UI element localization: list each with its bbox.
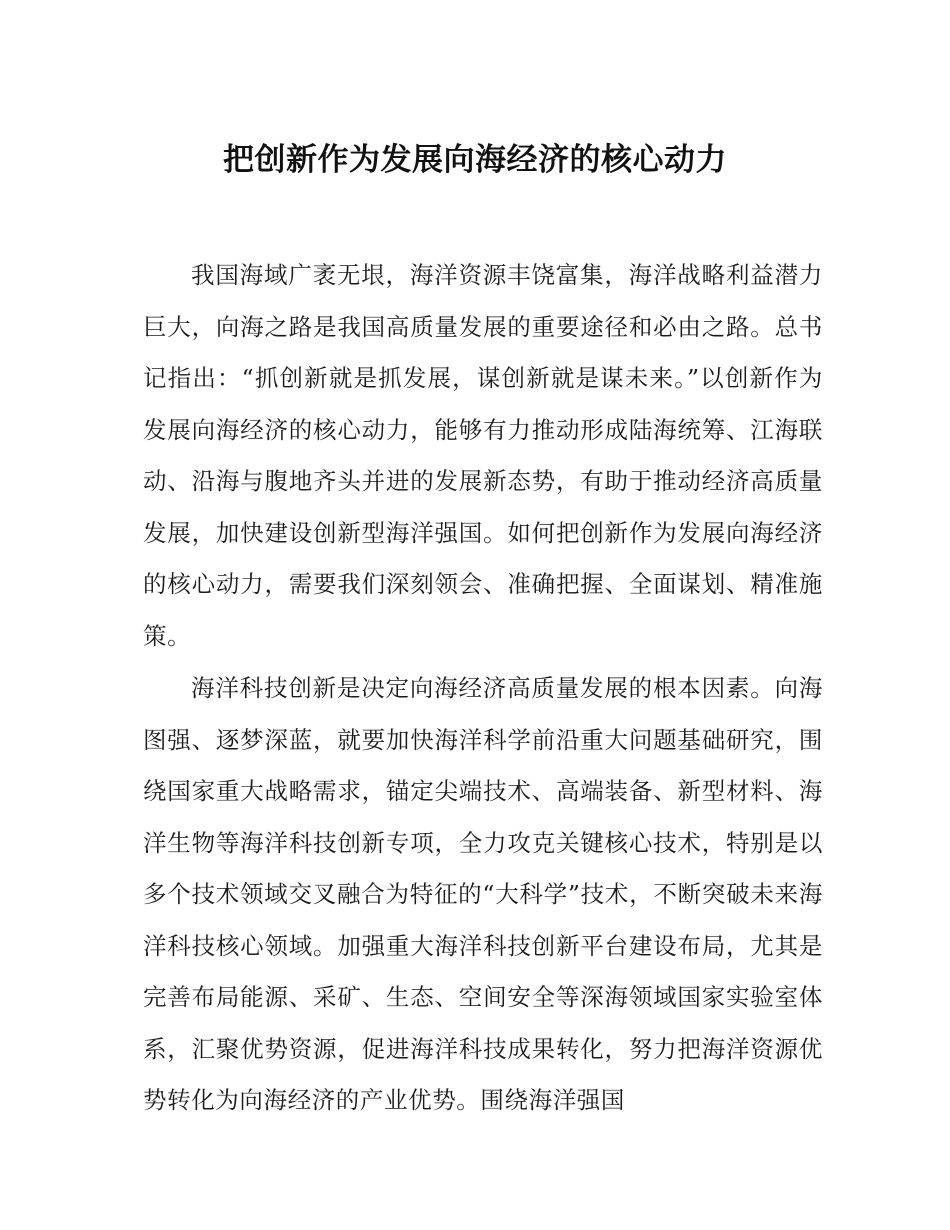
paragraph-marine-tech: 海洋科技创新是决定向海经济高质量发展的根本因素。向海图强、逐梦深蓝，就要加快海洋科学前沿重大问题基础研究，围绕国家重大战略需求，锚定尖端技术、高端装备、新型材料、海洋生物等海洋科技创新专项，全力攻克关键核心技术，特别是以多个技术领域交叉融合为特征的“大科学”技术，不断突破未来海洋科技核心领域。加强重大海洋科技创新平台建设布局，尤其是完善布局能源、采矿、生态、空间安全等深海领域国家实验室体系，汇聚优势资源，促进海洋科技成果转化，努力把海洋资源优势转化为向海经济的产业优势。围绕海洋强国 <box>143 674 823 1114</box>
document-title: 把创新作为发展向海经济的核心动力 <box>223 141 727 178</box>
paragraph-intro: 我国海域广袤无垠，海洋资源丰饶富集，海洋战略利益潜力巨大，向海之路是我国高质量发展的重要途径和必由之路。总书记指出：“抓创新就是抓发展，谋创新就是谋未来。”以创新作为发展向海经济的核心动力，能够有力推动形成陆海统筹、江海联动、沿海与腹地齐头并进的发展新态势，有助于推动经济高质量发展，加快建设创新型海洋强国。如何把创新作为发展向海经济的核心动力，需要我们深刻领会、准确把握、全面谋划、精准施策。 <box>143 261 823 650</box>
